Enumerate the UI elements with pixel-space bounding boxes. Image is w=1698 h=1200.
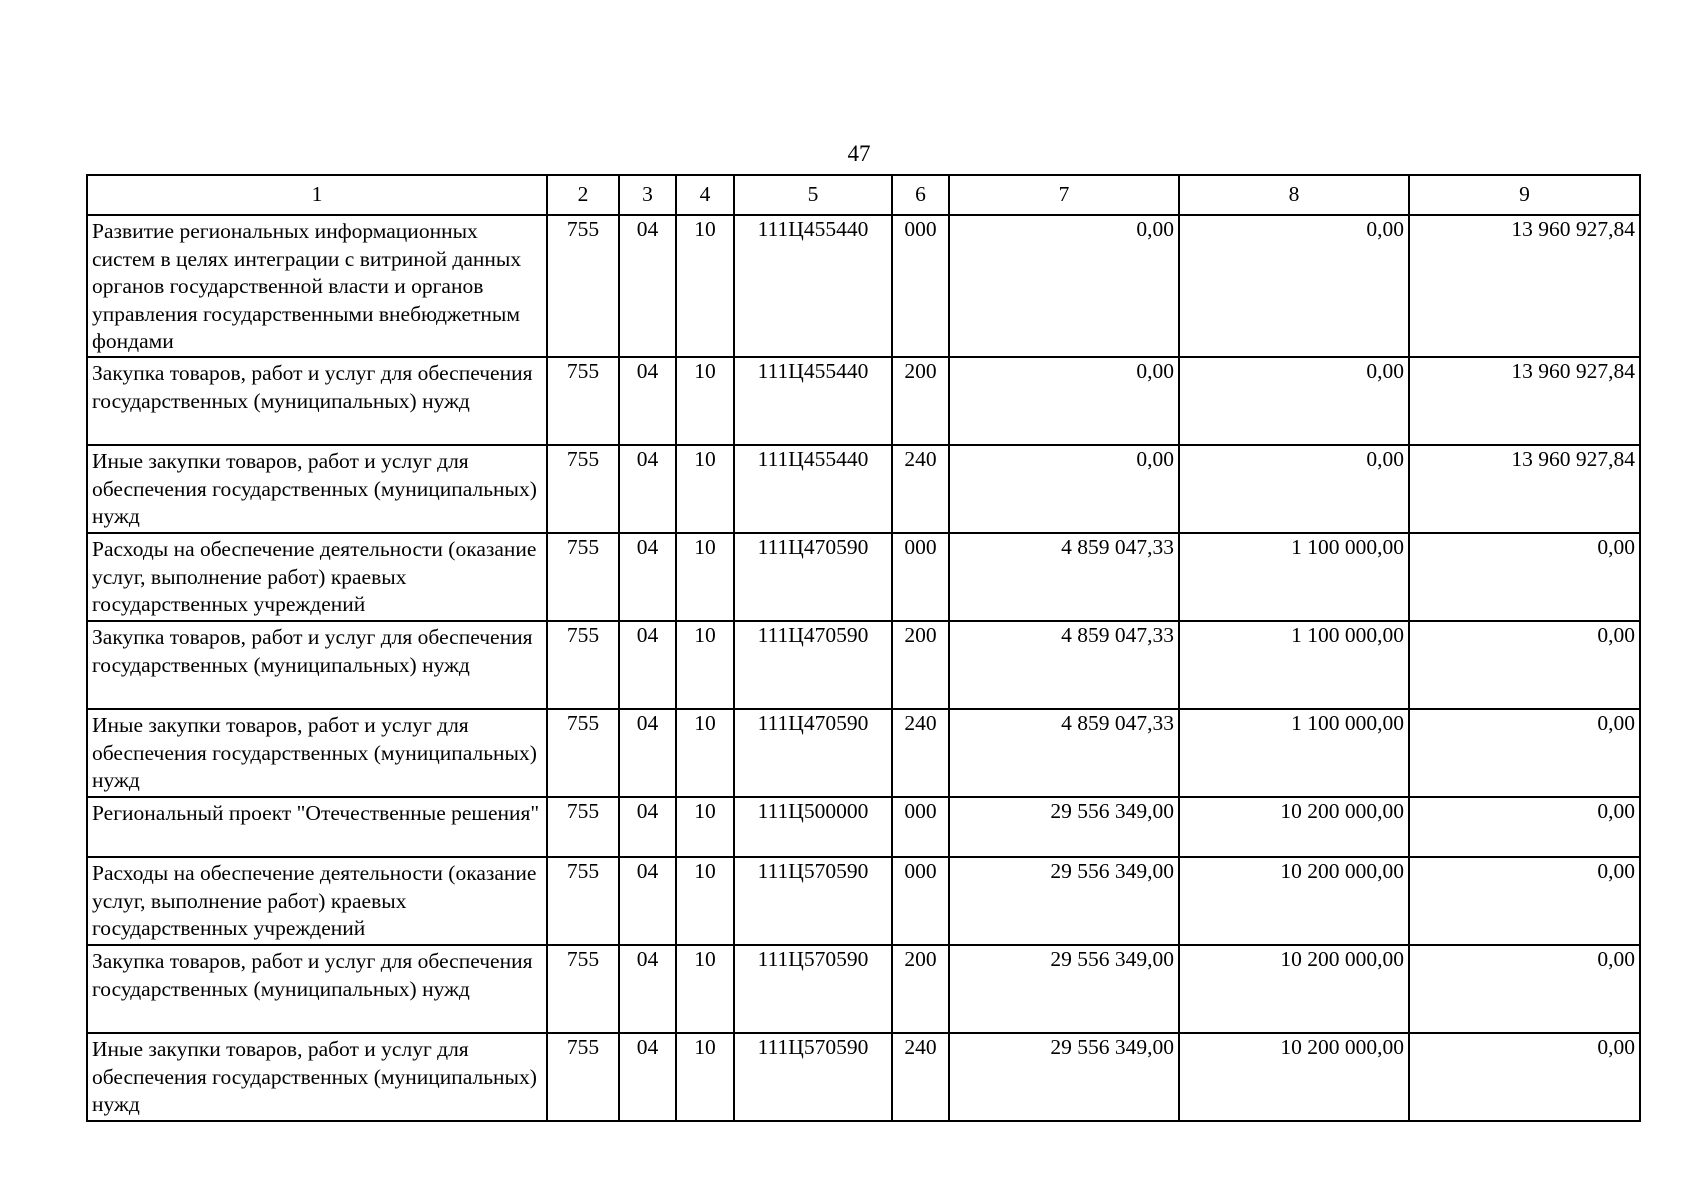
amount-col-9: 0,00 <box>1409 945 1640 1033</box>
column-header-8: 8 <box>1179 175 1409 215</box>
expense-type-code: 200 <box>892 945 949 1033</box>
amount-col-7: 0,00 <box>949 445 1179 533</box>
target-article-code: 111Ц500000 <box>734 797 892 857</box>
ministry-code: 755 <box>547 797 619 857</box>
amount-col-8: 1 100 000,00 <box>1179 533 1409 621</box>
subsection-code: 10 <box>676 797 734 857</box>
subsection-code: 10 <box>676 945 734 1033</box>
amount-col-7: 29 556 349,00 <box>949 945 1179 1033</box>
subsection-code: 10 <box>676 857 734 945</box>
expense-name: Региональный проект "Отечественные решения" <box>87 797 547 857</box>
table-row <box>87 945 1640 1033</box>
subsection-code: 10 <box>676 1033 734 1121</box>
amount-col-8: 1 100 000,00 <box>1179 621 1409 709</box>
subsection-code: 10 <box>676 533 734 621</box>
target-article-code: 111Ц570590 <box>734 857 892 945</box>
subsection-code: 10 <box>676 445 734 533</box>
table-row <box>87 621 1640 709</box>
section-code: 04 <box>619 1033 676 1121</box>
ministry-code: 755 <box>547 445 619 533</box>
amount-col-7: 29 556 349,00 <box>949 857 1179 945</box>
expense-type-code: 000 <box>892 215 949 357</box>
column-header-1: 1 <box>87 175 547 215</box>
amount-col-7: 4 859 047,33 <box>949 533 1179 621</box>
expense-type-code: 000 <box>892 857 949 945</box>
target-article-code: 111Ц455440 <box>734 445 892 533</box>
header-row <box>87 175 1640 215</box>
expense-name: Закупка товаров, работ и услуг для обеспечения государственных (муниципальных) нужд <box>87 945 547 1033</box>
amount-col-8: 10 200 000,00 <box>1179 797 1409 857</box>
expense-name: Иные закупки товаров, работ и услуг для обеспечения государственных (муниципальных) нужд <box>87 1033 547 1121</box>
amount-col-9: 0,00 <box>1409 621 1640 709</box>
column-header-9: 9 <box>1409 175 1640 215</box>
table-row <box>87 1033 1640 1121</box>
amount-col-8: 10 200 000,00 <box>1179 857 1409 945</box>
ministry-code: 755 <box>547 709 619 797</box>
section-code: 04 <box>619 533 676 621</box>
amount-col-8: 0,00 <box>1179 357 1409 445</box>
expense-type-code: 200 <box>892 621 949 709</box>
column-header-7: 7 <box>949 175 1179 215</box>
table-body <box>87 215 1640 1121</box>
expense-type-code: 240 <box>892 445 949 533</box>
budget-table <box>86 174 1641 1122</box>
ministry-code: 755 <box>547 215 619 357</box>
expense-name: Иные закупки товаров, работ и услуг для обеспечения государственных (муниципальных) нужд <box>87 709 547 797</box>
amount-col-9: 0,00 <box>1409 709 1640 797</box>
amount-col-9: 13 960 927,84 <box>1409 215 1640 357</box>
target-article-code: 111Ц455440 <box>734 357 892 445</box>
subsection-code: 10 <box>676 357 734 445</box>
section-code: 04 <box>619 797 676 857</box>
table-header <box>87 175 1640 215</box>
amount-col-7: 4 859 047,33 <box>949 621 1179 709</box>
ministry-code: 755 <box>547 1033 619 1121</box>
amount-col-8: 0,00 <box>1179 445 1409 533</box>
subsection-code: 10 <box>676 215 734 357</box>
target-article-code: 111Ц470590 <box>734 621 892 709</box>
subsection-code: 10 <box>676 621 734 709</box>
amount-col-7: 4 859 047,33 <box>949 709 1179 797</box>
page-number: 47 <box>847 141 871 166</box>
column-header-2: 2 <box>547 175 619 215</box>
target-article-code: 111Ц470590 <box>734 709 892 797</box>
ministry-code: 755 <box>547 533 619 621</box>
table-row <box>87 445 1640 533</box>
expense-name: Иные закупки товаров, работ и услуг для обеспечения государственных (муниципальных) нужд <box>87 445 547 533</box>
amount-col-9: 0,00 <box>1409 533 1640 621</box>
amount-col-8: 10 200 000,00 <box>1179 1033 1409 1121</box>
column-header-5: 5 <box>734 175 892 215</box>
target-article-code: 111Ц470590 <box>734 533 892 621</box>
section-code: 04 <box>619 621 676 709</box>
table-row <box>87 857 1640 945</box>
expense-name: Расходы на обеспечение деятельности (оказание услуг, выполнение работ) краевых государственных учреждений <box>87 857 547 945</box>
subsection-code: 10 <box>676 709 734 797</box>
ministry-code: 755 <box>547 857 619 945</box>
table-row <box>87 797 1640 857</box>
expense-name: Закупка товаров, работ и услуг для обеспечения государственных (муниципальных) нужд <box>87 357 547 445</box>
column-header-4: 4 <box>676 175 734 215</box>
expense-type-code: 240 <box>892 709 949 797</box>
amount-col-7: 0,00 <box>949 215 1179 357</box>
section-code: 04 <box>619 445 676 533</box>
amount-col-9: 13 960 927,84 <box>1409 445 1640 533</box>
target-article-code: 111Ц570590 <box>734 945 892 1033</box>
target-article-code: 111Ц570590 <box>734 1033 892 1121</box>
expense-type-code: 000 <box>892 533 949 621</box>
column-header-6: 6 <box>892 175 949 215</box>
amount-col-9: 13 960 927,84 <box>1409 357 1640 445</box>
amount-col-9: 0,00 <box>1409 857 1640 945</box>
table-row <box>87 533 1640 621</box>
amount-col-8: 1 100 000,00 <box>1179 709 1409 797</box>
section-code: 04 <box>619 215 676 357</box>
section-code: 04 <box>619 857 676 945</box>
expense-type-code: 200 <box>892 357 949 445</box>
expense-name: Закупка товаров, работ и услуг для обеспечения государственных (муниципальных) нужд <box>87 621 547 709</box>
ministry-code: 755 <box>547 357 619 445</box>
amount-col-7: 29 556 349,00 <box>949 797 1179 857</box>
target-article-code: 111Ц455440 <box>734 215 892 357</box>
expense-name: Расходы на обеспечение деятельности (оказание услуг, выполнение работ) краевых государственных учреждений <box>87 533 547 621</box>
amount-col-8: 10 200 000,00 <box>1179 945 1409 1033</box>
amount-col-8: 0,00 <box>1179 215 1409 357</box>
table-row <box>87 357 1640 445</box>
section-code: 04 <box>619 945 676 1033</box>
table-row <box>87 215 1640 357</box>
amount-col-9: 0,00 <box>1409 1033 1640 1121</box>
ministry-code: 755 <box>547 945 619 1033</box>
amount-col-7: 0,00 <box>949 357 1179 445</box>
column-header-3: 3 <box>619 175 676 215</box>
section-code: 04 <box>619 709 676 797</box>
expense-type-code: 000 <box>892 797 949 857</box>
expense-type-code: 240 <box>892 1033 949 1121</box>
expense-name: Развитие региональных информационных систем в целях интеграции с витриной данных органов государственной власти и органов управления государственными внебюджетным фондами <box>87 215 547 357</box>
amount-col-7: 29 556 349,00 <box>949 1033 1179 1121</box>
table-row <box>87 709 1640 797</box>
amount-col-9: 0,00 <box>1409 797 1640 857</box>
ministry-code: 755 <box>547 621 619 709</box>
section-code: 04 <box>619 357 676 445</box>
